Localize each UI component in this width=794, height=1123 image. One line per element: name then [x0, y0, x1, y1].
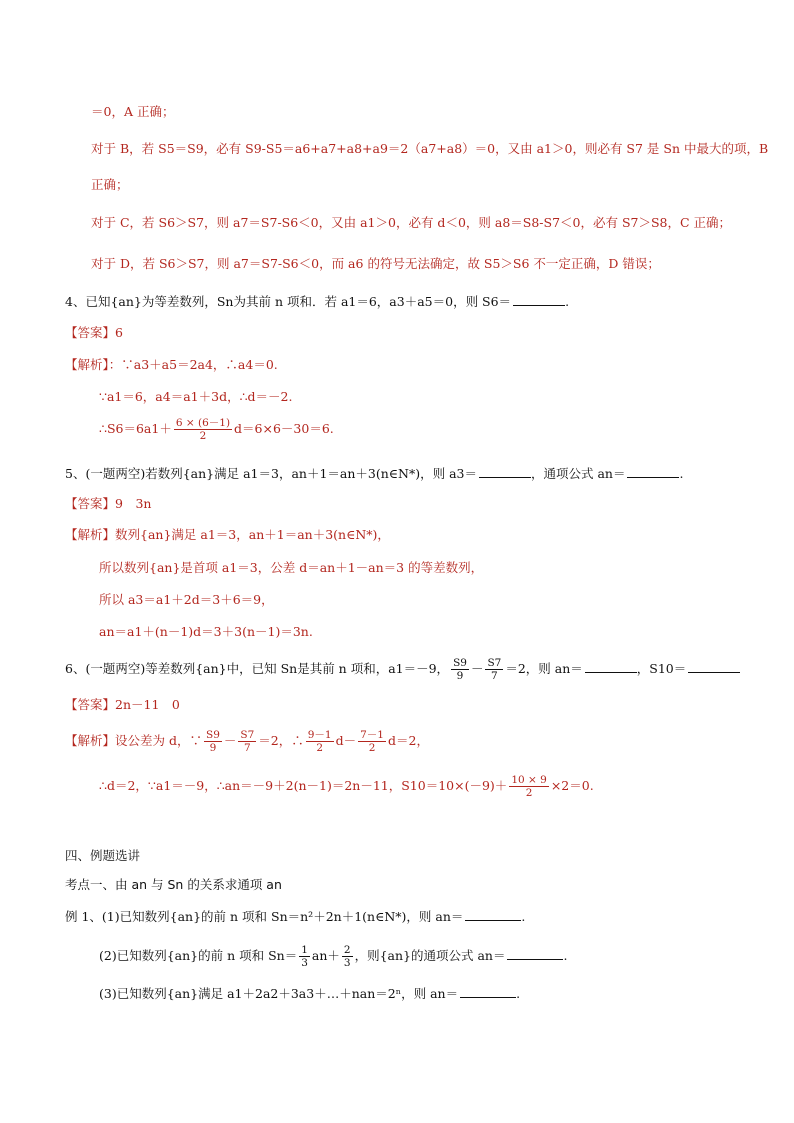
example-1-part-2: (2)已知数列{an}的前 n 项和 Sn＝ $\frac{1}{3}$ an＋ $\frac{2}{3}$ ，则{an}的通项公式 an＝ . [99, 944, 568, 969]
q6-answer [65, 697, 180, 713]
answer-blank [465, 909, 521, 921]
q5-analysis-line3: 所以 a3＝a1＋2d＝3＋6＝9， [99, 592, 274, 607]
q5-analysis-line4: an＝a1＋(n－1)d＝3＋3(n－1)＝3n. [99, 624, 313, 639]
analysis-tag: 【解析】 [65, 733, 116, 748]
question-6: 6、(一题两空)等差数列{an}中，已知 Sn是其前 n 项和，a1＝－9， $\frac{S9}{9}$ － $\frac{S7}{7}$ ＝2，则 an＝ ，S10＝ [65, 657, 740, 682]
q4-answer-value: 6 [115, 325, 123, 340]
question-4: 4、已知{an}为等差数列，Sn为其前 n 项和．若 a1＝6，a3＋a5＝0，则 S6＝ . [65, 294, 570, 309]
solution3-line4: 对于 C，若 S6＞S7，则 a7＝S7-S6＜0，又由 a1＞0，必有 d＜0，则 a8＝S8-S7＜0，必有 S7＞S8，C 正确； [91, 215, 732, 230]
answer-tag: 【答案】 [65, 325, 116, 340]
q5-analysis-line1: 数列{an}满足 a1＝3，an＋1＝an＋3(n∈N*)， [115, 527, 390, 542]
answer-blank [460, 986, 516, 998]
topic-point-1: 考点一、由 an 与 Sn 的关系求通项 an [65, 877, 282, 892]
q5-analysis [65, 527, 390, 543]
q4-answer [65, 325, 123, 341]
analysis-tag: 【解析】 [65, 357, 109, 372]
answer-blank [585, 661, 637, 673]
answer-blank [688, 661, 740, 673]
q5-analysis-line2: 所以数列{an}是首项 a1＝3，公差 d＝an＋1－an＝3 的等差数列， [99, 560, 484, 575]
fraction: $\frac{1}{3}$ [301, 944, 308, 969]
fraction: $\frac{S9}{9}$ [206, 729, 220, 754]
q6-analysis-line1: 设公差为 d，∵ $\frac{S9}{9}$ － $\frac{S7}{7}$ ＝2，∴ $\frac{9-1}{2}$ d－ $\frac{7-1}{2}$ d＝2， [115, 729, 429, 754]
question-4-text: 4、已知{an}为等差数列，Sn为其前 n 项和．若 a1＝6，a3＋a5＝0，则 S6＝ [65, 294, 512, 309]
solution3-line1: ＝0，A 正确； [91, 104, 175, 119]
example-1-part-3: (3)已知数列{an}满足 a1＋2a2＋3a3＋…＋nan＝2ⁿ，则 an＝ . [99, 986, 521, 1001]
analysis-tag: 【解析】 [65, 527, 116, 542]
answer-tag: 【答案】 [65, 697, 116, 712]
solution3-line5: 对于 D，若 S6＞S7，则 a7＝S7-S6＜0，而 a6 的符号无法确定，故 S5＞S6 不一定正确，D 错误； [91, 256, 660, 271]
answer-blank [479, 466, 531, 478]
q4-analysis-line3: ∴S6＝6a1＋ $\frac{6 \times (6-1)}{2}$ d＝6×6－30＝6. [99, 417, 334, 442]
q6-analysis [65, 729, 429, 754]
answer-blank [507, 948, 563, 960]
fraction: $\frac{6 \times (6-1)}{2}$ [175, 417, 231, 442]
q6-answer-value: 2n－11 0 [115, 697, 180, 712]
fraction: $\frac{10 \times 9}{2}$ [511, 774, 547, 799]
solution3-line3: 正确； [91, 177, 129, 192]
q4-analysis-line2: ∵a1＝6，a4＝a1＋3d，∴d＝－2. [99, 389, 293, 404]
question-5: 5、(一题两空)若数列{an}满足 a1＝3，an＋1＝an＋3(n∈N*)，则 a3＝ ，通项公式 an＝ . [65, 466, 684, 481]
example-1-part-1: 例 1、(1)已知数列{an}的前 n 项和 Sn＝n²＋2n＋1(n∈N*)，则 an＝ . [65, 909, 526, 924]
q6-analysis-line2: ∴d＝2，∵a1＝－9，∴an＝－9＋2(n－1)＝2n－11，S10＝10×(－9)＋ $\frac{10 \times 9}{2}$ ×2＝0. [99, 774, 594, 799]
fraction: $\frac{9-1}{2}$ [307, 729, 332, 754]
fraction: $\frac{2}{3}$ [343, 944, 351, 969]
q5-answer-value: 9 3n [115, 496, 152, 511]
fraction: $\frac{S9}{9}$ [453, 657, 467, 682]
q5-answer [65, 496, 151, 512]
q4-analysis-line1: ：∵a3＋a5＝2a4，∴a4＝0. [108, 357, 278, 372]
answer-tag: 【答案】 [65, 496, 116, 511]
fraction: $\frac{S7}{7}$ [487, 657, 502, 682]
answer-blank [627, 466, 679, 478]
fraction: $\frac{7-1}{2}$ [360, 729, 384, 754]
solution3-line2: 对于 B，若 S5＝S9，必有 S9-S5＝a6+a7+a8+a9＝2（a7+a8）＝0，又由 a1＞0，则必有 S7 是 Sn 中最大的项，B [91, 141, 769, 156]
section-title: 四、例题选讲 [65, 848, 141, 863]
answer-blank [513, 294, 565, 306]
fraction: $\frac{S7}{7}$ [240, 729, 255, 754]
q4-analysis [65, 357, 278, 373]
